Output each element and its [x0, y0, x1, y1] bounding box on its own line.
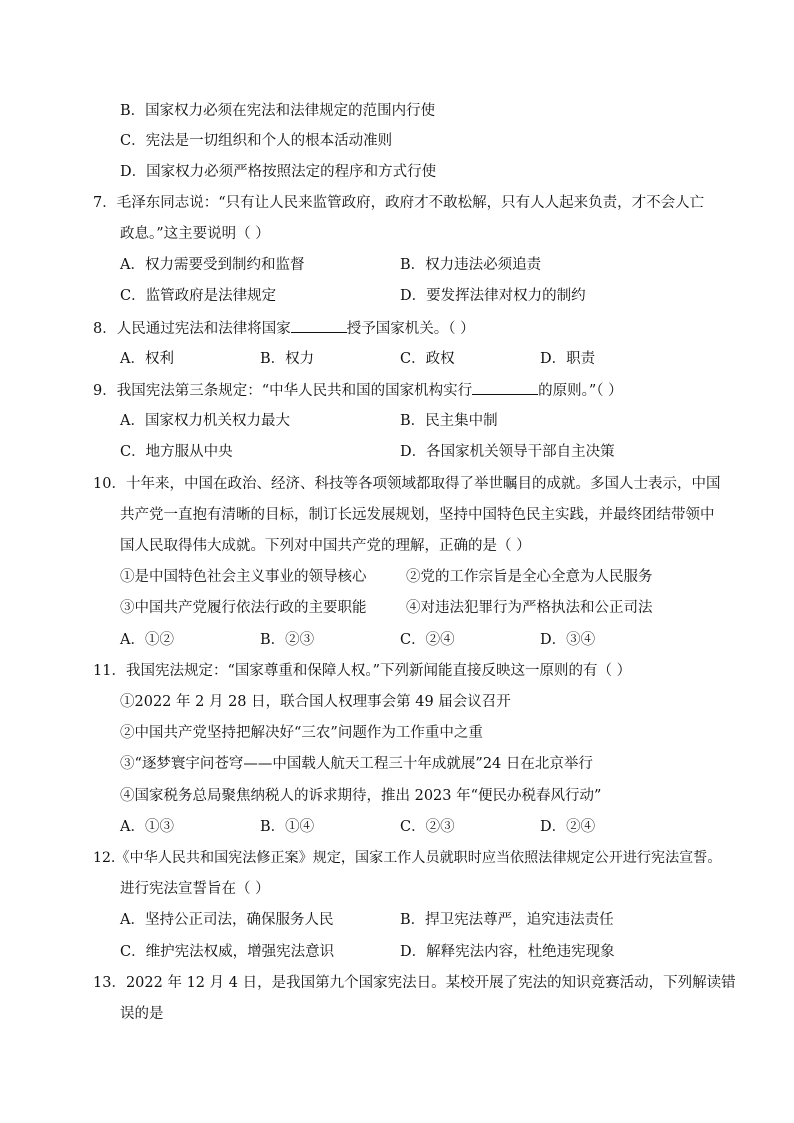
- q6-option-c: C．宪法是一切组织和个人的根本活动准则: [120, 133, 393, 149]
- q8-fill-blank: [291, 318, 347, 333]
- q11-stem: 11．我国宪法规定：“国家尊重和保障人权。”下列新闻能直接反映这一原则的有（ ）: [93, 663, 632, 679]
- q10-statement-1: ①是中国特色社会主义事业的领导核心: [120, 569, 367, 585]
- q11-statement-3: ③“逐梦寰宇问苍穹——中国载人航天工程三十年成就展”24 日在北京举行: [120, 756, 593, 772]
- q8-option-c: C．政权: [400, 351, 455, 367]
- q8-stem-post: 授予国家机关。（ ）: [346, 321, 475, 337]
- q10-statement-4: ④对违法犯罪行为严格执法和公正司法: [406, 600, 653, 616]
- q8-option-b: B．权力: [260, 351, 315, 367]
- q11-option-a: A．①③: [120, 819, 174, 835]
- q10-statement-2: ②党的工作宗旨是全心全意为人民服务: [406, 569, 653, 585]
- q11-statement-4: ④国家税务总局聚焦纳税人的诉求期待，推出 2023 年“便民办税春风行动”: [120, 788, 602, 804]
- q9-stem-pre: 9．我国宪法第三条规定：“中华人民共和国的国家机构实行: [93, 383, 473, 399]
- q11-option-d: D．②④: [540, 819, 596, 835]
- q11-option-b: B．①④: [260, 819, 315, 835]
- q12-option-d: D．解释宪法内容，杜绝违宪现象: [400, 944, 615, 960]
- q9-option-b: B．民主集中制: [400, 413, 498, 429]
- q9-option-a: A．国家权力机关权力最大: [120, 413, 290, 429]
- q10-stem-line1: 10．十年来，中国在政治、经济、科技等各项领域都取得了举世瞩目的成就。多国人士表示，中国: [93, 476, 721, 492]
- q8-stem-pre: 8．人民通过宪法和法律将国家: [93, 321, 291, 337]
- q6-option-d: D．国家权力必须严格按照法定的程序和方式行使: [120, 164, 437, 180]
- q7-option-d: D．要发挥法律对权力的制约: [400, 288, 586, 304]
- q9-stem-post: 的原则。”（ ）: [538, 383, 623, 399]
- q7-option-b: B．权力违法必须追责: [400, 257, 542, 273]
- q12-option-c: C．维护宪法权威，增强宪法意识: [120, 944, 335, 960]
- q12-option-b: B．捍卫宪法尊严，追究违法责任: [400, 912, 614, 928]
- q11-statement-1: ①2022 年 2 月 28 日，联合国人权理事会第 49 届会议召开: [120, 694, 511, 710]
- q11-option-c: C．②③: [400, 819, 455, 835]
- q7-stem-line1: 7．毛泽东同志说：“只有让人民来监管政府，政府才不敢松解，只有人人起来负责，才不会人亡: [93, 195, 705, 211]
- q12-stem-line2: 进行宪法宣誓旨在（ ）: [120, 881, 270, 897]
- q8-option-a: A．权利: [120, 351, 174, 367]
- q6-option-b: B．国家权力必须在宪法和法律规定的范围内行使: [120, 103, 436, 119]
- q11-statement-2: ②中国共产党坚持把解决好“三农”问题作为工作重中之重: [120, 725, 483, 741]
- q10-stem-line2: 共产党一直抱有清晰的目标，制订长远发展规划，坚持中国特色民主实践，并最终团结带领中: [120, 507, 715, 523]
- q10-option-c: C．②④: [400, 632, 455, 648]
- q9-option-c: C．地方服从中央: [120, 444, 233, 460]
- q13-stem-line2: 误的是: [120, 1006, 164, 1022]
- q8-stem: [93, 318, 475, 339]
- q7-option-c: C．监管政府是法律规定: [120, 288, 277, 304]
- q10-option-a: A．①②: [120, 632, 174, 648]
- q9-fill-blank: [472, 380, 538, 395]
- q9-stem: [93, 380, 623, 401]
- q7-option-a: A．权力需要受到制约和监督: [120, 257, 305, 273]
- q10-option-b: B．②③: [260, 632, 315, 648]
- q12-stem-line1: 12.《中华人民共和国宪法修正案》规定，国家工作人员就职时应当依照法律规定公开进行宪法宣誓。: [93, 850, 722, 866]
- q12-option-a: A．坚持公正司法，确保服务人民: [120, 912, 334, 928]
- q9-option-d: D．各国家机关领导干部自主决策: [400, 444, 615, 460]
- q10-option-d: D．③④: [540, 632, 596, 648]
- q8-option-d: D．职责: [540, 351, 596, 367]
- q13-stem-line1: 13．2022 年 12 月 4 日，是我国第九个国家宪法日。某校开展了宪法的知识竞赛活动，下列解读错: [93, 975, 736, 991]
- q7-stem-line2: 政息。”这主要说明（ ）: [120, 226, 270, 242]
- q10-stem-line3: 国人民取得伟大成就。下列对中国共产党的理解，正确的是（ ）: [120, 538, 531, 554]
- q10-statement-3: ③中国共产党履行依法行政的主要职能: [120, 600, 367, 616]
